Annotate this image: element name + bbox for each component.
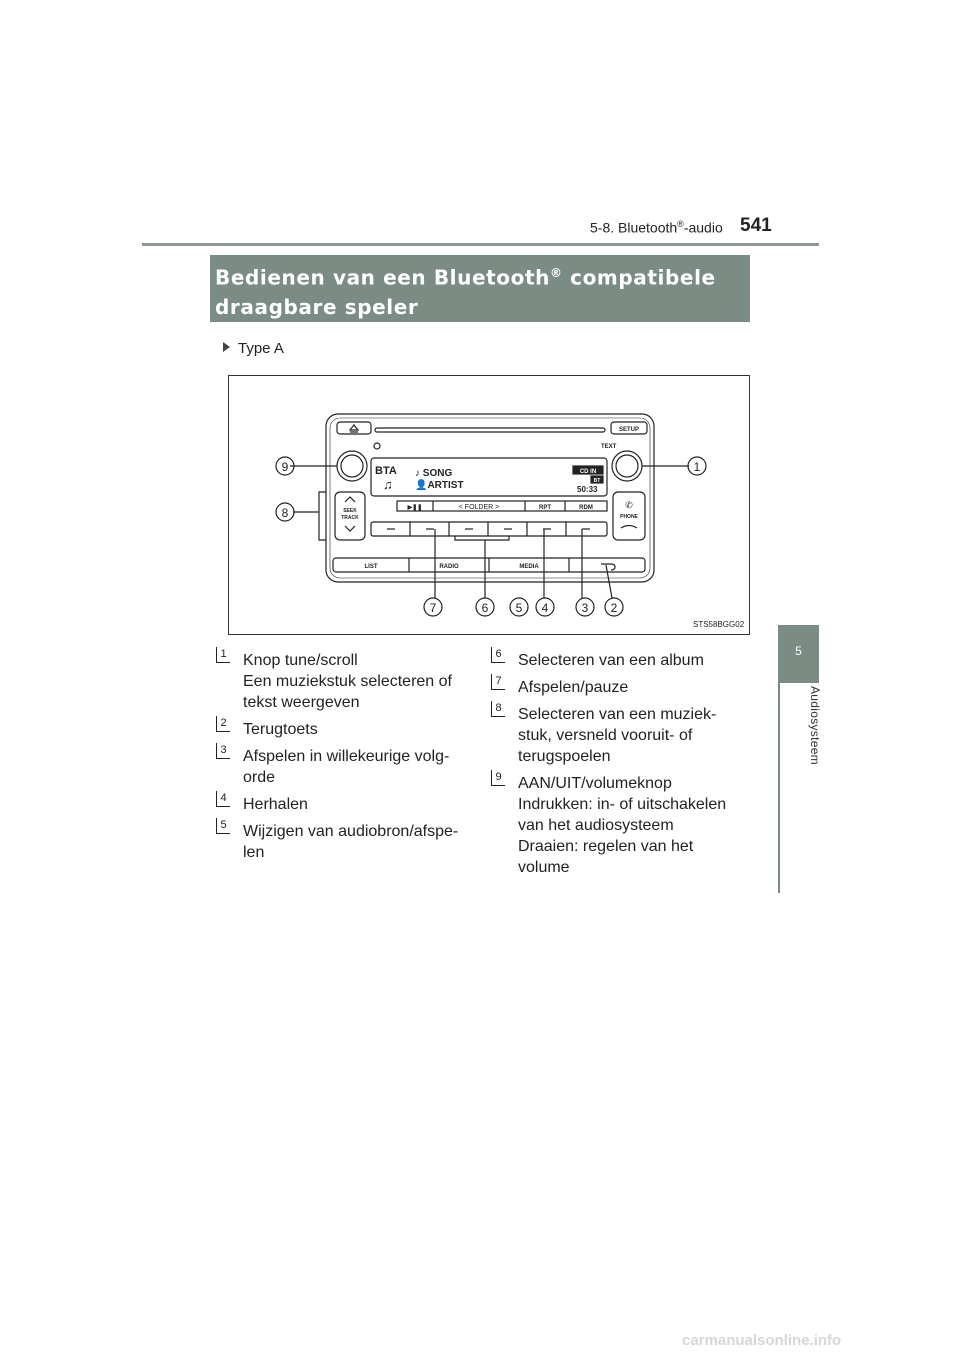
callout-2-text: 2 (610, 601, 618, 615)
callout-4-text: 4 (541, 601, 549, 615)
callout-6-text: 6 (481, 601, 489, 615)
rdm-label: RDM (579, 505, 593, 511)
title-line-1 (215, 259, 750, 293)
text-label: TEXT (601, 444, 617, 450)
radio-label: RADIO (439, 564, 459, 570)
legend-text: stuk, versneld vooruit- of (518, 727, 693, 744)
title-registered-mark: ® (549, 266, 563, 280)
bt-text: BT (593, 478, 601, 484)
legend-number: 4 (216, 791, 230, 807)
legend-text: Afspelen/pauze (518, 679, 629, 696)
bta-label: BTA (375, 465, 397, 477)
legend-number: 3 (216, 743, 230, 759)
media-label: MEDIA (519, 564, 539, 570)
radio-illustration (229, 376, 749, 634)
radio-unit-outline (326, 414, 654, 582)
callout-3-text: 3 (581, 601, 589, 615)
legend-item (491, 773, 761, 878)
callout-1-text: 1 (693, 460, 701, 474)
legend-text: Wijzigen van audiobron/afspe- (243, 823, 459, 840)
time-display: 50:33 (577, 485, 598, 494)
rpt-label: RPT (539, 505, 551, 511)
callout-9-text: 9 (281, 460, 289, 474)
seek-up-icon (345, 497, 355, 502)
function-bar (397, 501, 607, 511)
play-pause-label: ▶❚❚ (407, 505, 423, 511)
legend-item (491, 704, 761, 767)
eject-icon (350, 425, 358, 432)
legend-text: Selecteren van een muziek- (518, 706, 717, 723)
folder-label: < FOLDER > (458, 504, 500, 511)
legend-number: 2 (216, 716, 230, 732)
phone-hangup-icon (621, 526, 637, 529)
song-label: ♪ SONG (415, 468, 453, 479)
legend-text: AAN/UIT/volumeknop (518, 775, 672, 792)
title-text-1: Bedienen van een Bluetooth (215, 265, 550, 290)
callout-8-text: 8 (281, 506, 289, 520)
legend-item (216, 821, 476, 863)
section-title (210, 255, 750, 322)
legend-text: Herhalen (243, 796, 308, 813)
seek-down-icon (345, 526, 355, 531)
seek-label: SEEK (343, 508, 357, 514)
registered-mark: ® (677, 219, 684, 229)
legend-left (216, 650, 476, 869)
section-header (590, 219, 723, 236)
legend-text: terugspoelen (518, 748, 611, 765)
radio-figure (228, 375, 750, 635)
legend-text: tekst weergeven (243, 694, 360, 711)
track-label: TRACK (341, 515, 359, 521)
music-note-icon: ♫ (383, 477, 393, 492)
callout-5-text: 5 (515, 601, 523, 615)
legend-item (216, 794, 476, 815)
list-label: LIST (364, 564, 378, 570)
legend-item (491, 650, 761, 671)
legend-text: Een muziekstuk selecteren of (243, 673, 452, 690)
leader-6 (455, 536, 509, 598)
chapter-label: Audiosysteem (808, 686, 822, 765)
subheading-text: Type A (238, 340, 284, 357)
section-label: 5-8. Bluetooth (590, 219, 678, 236)
chapter-tab-line (778, 683, 780, 893)
display-screen (371, 458, 607, 496)
legend-item (491, 677, 761, 698)
legend-number: 7 (491, 674, 505, 690)
callout-7-text: 7 (429, 601, 437, 615)
legend-item (216, 719, 476, 740)
legend-text: Draaien: regelen van het (518, 838, 694, 855)
figure-code: STS58BGG02 (693, 620, 745, 629)
legend-number: 6 (491, 647, 505, 663)
artist-label: 👤ARTIST (415, 480, 464, 491)
phone-label: PHONE (620, 514, 638, 520)
phone-call-icon: ✆ (625, 500, 633, 510)
title-text-1b: compatibele (562, 265, 716, 290)
legend-text: Knop tune/scroll (243, 652, 358, 669)
legend-number: 5 (216, 818, 230, 834)
legend-text: Indrukken: in- of uitschakelen (518, 796, 727, 813)
legend-text: Afspelen in willekeurige volg- (243, 748, 450, 765)
section-suffix: -audio (683, 219, 723, 236)
cd-in-text: CD IN (579, 469, 597, 475)
power-icon (374, 443, 380, 449)
legend-text: van het audiosysteem (518, 817, 674, 834)
legend-right (491, 650, 761, 884)
page-number: 541 (740, 215, 772, 236)
subheading (223, 340, 284, 357)
watermark: carmanualsonline.info (682, 1332, 842, 1349)
cd-slot (375, 428, 605, 432)
title-line-2: draagbare speler (215, 294, 419, 319)
preset-row (371, 522, 607, 536)
header-divider (142, 243, 819, 246)
legend-text: len (243, 844, 265, 861)
triangle-bullet-icon (223, 342, 230, 352)
legend-text: Terugtoets (243, 721, 318, 738)
legend-number: 1 (216, 647, 230, 663)
legend-text: orde (243, 769, 276, 786)
legend-number: 9 (491, 770, 505, 786)
leader-8 (293, 492, 326, 540)
legend-text: volume (518, 859, 570, 876)
back-icon (601, 564, 615, 570)
setup-label: SETUP (618, 427, 640, 433)
legend-item (216, 746, 476, 788)
chapter-tab: 5 (778, 625, 819, 683)
legend-item (216, 650, 476, 713)
legend-text: Selecteren van een album (518, 652, 704, 669)
legend-number: 8 (491, 701, 505, 717)
